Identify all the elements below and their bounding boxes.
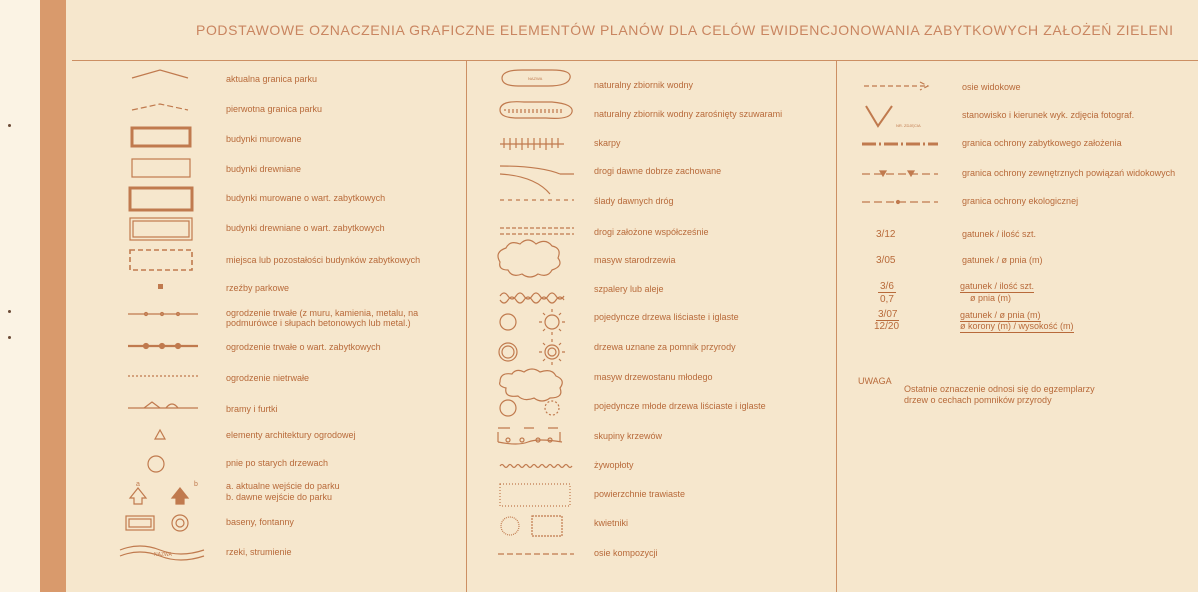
legend-label: b. dawne wejście do parku (226, 492, 333, 502)
young-stand-symbol (500, 369, 563, 401)
deciduous-tree-symbol (500, 314, 516, 330)
legend-label: granica ochrony zewnętrznych powiązań widokowych (962, 168, 1176, 178)
original-boundary-symbol (132, 104, 188, 110)
legend-label: drzewa uznane za pomnik przyrody (594, 342, 736, 352)
legend-label: masyw starodrzewia (594, 255, 676, 265)
old-road-symbol (500, 166, 574, 194)
tree-code-numerator: 3/07 (878, 309, 898, 320)
slope-symbol (500, 138, 564, 150)
legend-label: baseny, fontanny (226, 517, 294, 527)
scan-speck (8, 124, 11, 127)
legend-label: gatunek / ø pnia (m) (960, 310, 1041, 320)
tree-code-numerator: 3/6 (880, 281, 894, 292)
legend-label: szpalery lub aleje (594, 284, 664, 294)
legend-label: osie widokowe (962, 82, 1021, 92)
pond-name-mark: NAZWA (528, 76, 543, 81)
legend-label: budynki murowane o wart. zabytkowych (226, 193, 386, 203)
old-stand-symbol (498, 240, 560, 277)
legend-label: skupiny krzewów (594, 431, 663, 441)
column-divider (836, 60, 837, 592)
legend-label: masyw drzewostanu młodego (594, 372, 713, 382)
young-conifer-symbol (545, 401, 559, 415)
legend-label: drogi założone współcześnie (594, 227, 709, 237)
ruin-symbol (130, 250, 192, 270)
legend-label: budynki drewniane o wart. zabytkowych (226, 223, 385, 233)
entrance-a-mark: a (136, 481, 140, 488)
legend-label: stanowisko i kierunek wyk. zdjęcia fotograf. (962, 110, 1135, 120)
sculpture-symbol (158, 284, 163, 289)
legend-label: budynki murowane (226, 134, 302, 144)
entrance-current-symbol (130, 488, 146, 504)
young-deciduous-symbol (500, 400, 516, 416)
legend-label: osie kompozycji (594, 548, 658, 558)
note-heading: UWAGA (858, 376, 892, 386)
legend-label: żywopłoty (594, 460, 634, 470)
tree-code: 3/12 (876, 229, 896, 240)
legend-label: ø pnia (m) (970, 293, 1012, 303)
legend-label: pojedyncze drzewa liściaste i iglaste (594, 312, 739, 322)
avenue-symbol (500, 293, 564, 303)
legend-label: drogi dawne dobrze zachowane (594, 166, 722, 176)
fountain-symbol (172, 515, 188, 531)
legend-label: podmurówce i słupach betonowych lub metal.) (226, 318, 411, 328)
note-text: Ostatnie oznaczenie odnosi się do egzemplarzy (904, 384, 1095, 394)
wooden-building-symbol (132, 159, 190, 177)
legend-label: ogrodzenie trwałe o wart. zabytkowych (226, 342, 381, 352)
legend-label: elementy architektury ogrodowej (226, 430, 356, 440)
scan-speck (8, 310, 11, 313)
column-1-symbols (110, 66, 220, 586)
legend-label: a. aktualne wejście do parku (226, 481, 340, 491)
hedge-symbol (500, 465, 572, 468)
legend-label: ø korony (m) / wysokość (m) (960, 321, 1074, 331)
lawn-symbol (500, 484, 570, 506)
masonry-building-symbol (132, 128, 190, 146)
legend-label: rzeki, strumienie (226, 547, 292, 557)
legend-label: pojedyncze młode drzewa liściaste i iglaste (594, 401, 766, 411)
legend-label: powierzchnie trawiaste (594, 489, 686, 499)
current-boundary-symbol (132, 70, 188, 78)
legend-label: budynki drewniane (226, 164, 302, 174)
entrance-b-mark: b (194, 481, 198, 488)
legend-label: miejsca lub pozostałości budynków zabytkowych (226, 255, 421, 265)
garden-architecture-symbol (155, 430, 165, 439)
legend-label: gatunek / ilość szt. (962, 229, 1037, 239)
legend-label: gatunek / ilość szt. (960, 281, 1035, 291)
historic-masonry-symbol (130, 188, 192, 210)
pool-symbol (126, 516, 154, 530)
left-margin (0, 0, 40, 592)
photo-number-mark: NR. ZDJĘCIA (896, 123, 921, 128)
legend-label: naturalny zbiornik wodny (594, 80, 694, 90)
legend-label: rzeźby parkowe (226, 283, 290, 293)
binding-strip (40, 0, 66, 592)
new-road-symbol (500, 228, 574, 234)
tree-code-denominator: 0,7 (880, 294, 894, 305)
tree-code-denominator: 12/20 (874, 321, 900, 332)
entrance-former-symbol (172, 488, 188, 504)
legend-label: pnie po starych drzewach (226, 458, 329, 468)
view-axis-symbol (864, 82, 928, 90)
stump-symbol (148, 456, 164, 472)
legend-label: gatunek / ø pnia (m) (962, 255, 1043, 265)
conifer-tree-symbol (545, 315, 559, 329)
scan-speck (8, 336, 11, 339)
flowerbed-symbol (501, 517, 519, 535)
page-title: PODSTAWOWE OZNACZENIA GRAFICZNE ELEMENTÓW PLANÓW DLA CELÓW EWIDENCJONOWANIA ZABYTKOWYCH ZAŁOŻEŃ ZIELENI (196, 22, 1174, 38)
legend-label: naturalny zbiornik wodny zarośnięty szuwarami (594, 109, 783, 119)
column-divider (466, 60, 467, 592)
photo-point-symbol (866, 106, 892, 126)
legend-label: granica ochrony zabytkowego założenia (962, 138, 1122, 148)
column-2-symbols (490, 66, 580, 586)
legend-label: skarpy (594, 138, 621, 148)
legend-label: ogrodzenie nietrwałe (226, 373, 310, 383)
river-name-mark: NAZWA (154, 552, 172, 558)
legend-label: aktualna granica parku (226, 74, 318, 84)
column-3-symbols (858, 66, 948, 226)
legend-label: granica ochrony ekologicznej (962, 196, 1079, 206)
legend-label: bramy i furtki (226, 404, 278, 414)
legend-label: ogrodzenie trwałe (z muru, kamienia, metalu, na (226, 308, 419, 318)
tree-code: 3/05 (876, 255, 896, 266)
note-text: drzew o cechach pomników przyrody (904, 395, 1052, 405)
legend-label: pierwotna granica parku (226, 104, 323, 114)
legend-label: kwietniki (594, 518, 629, 528)
legend-label: ślady dawnych dróg (594, 196, 674, 206)
